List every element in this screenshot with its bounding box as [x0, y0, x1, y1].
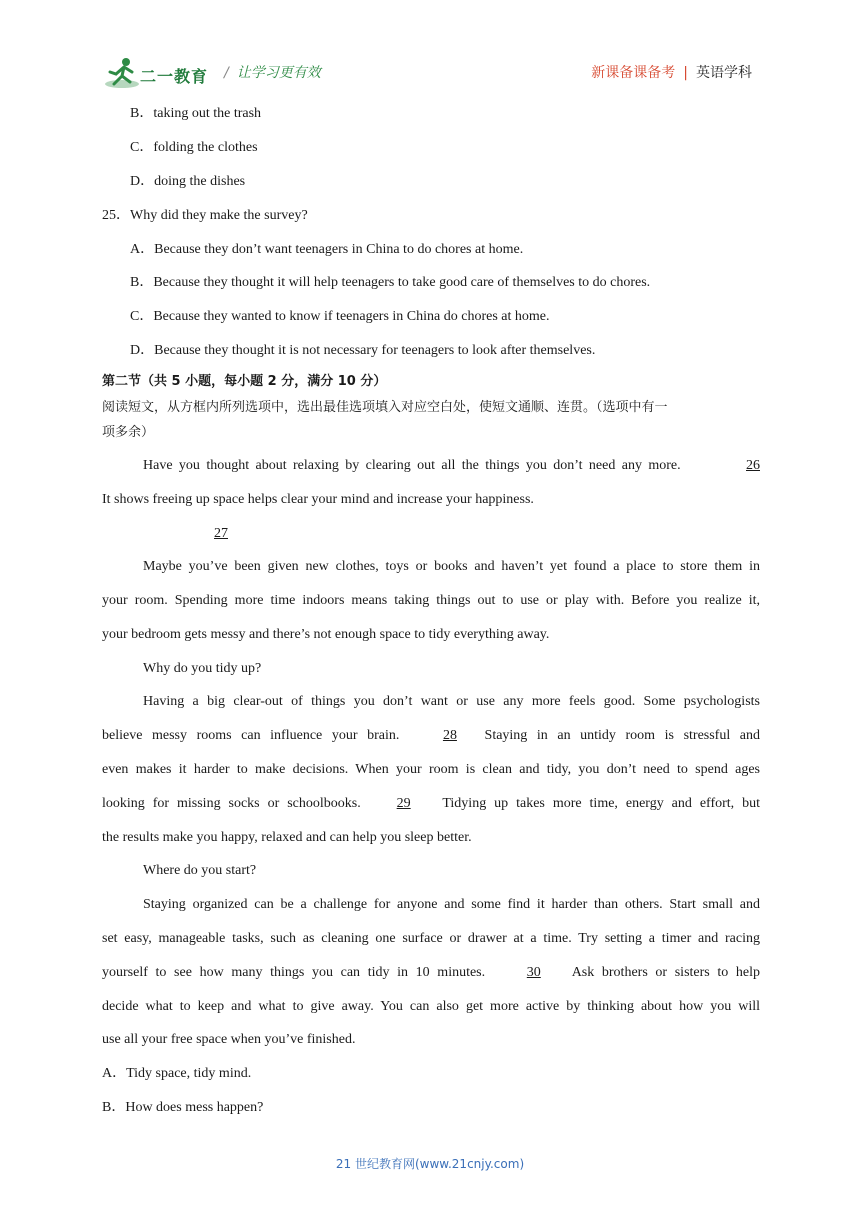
passage-text: Tidying up takes more time, energy and effort, but: [442, 796, 760, 811]
passage-line: Having a big clear-out of things you don’t want or use any more feels good. Some psychologists: [143, 694, 760, 709]
passage-line: set easy, manageable tasks, such as cleaning one surface or drawer at a time. Try setting a timer and racing: [102, 931, 760, 946]
blank-27-line: [102, 524, 760, 544]
passage-text: Ask brothers or sisters to help: [571, 965, 761, 980]
slogan: / 让学习更有效: [224, 65, 321, 81]
passage-text: believe messy rooms can influence your brain.: [102, 728, 400, 743]
blank-30: 30: [526, 965, 541, 980]
q25-option-b: B．Because they thought it will help teenagers to take good care of themselves to do chores.: [130, 275, 651, 290]
choice-a: A．Tidy space, tidy mind.: [102, 1066, 252, 1081]
q24-option-c: C．folding the clothes: [130, 140, 258, 155]
header-separator: |: [683, 65, 688, 81]
passage-line: [102, 456, 760, 476]
q25-option-c: C．Because they wanted to know if teenagers in China do chores at home.: [130, 309, 550, 324]
blank-29: 29: [396, 796, 411, 811]
passage-line: Staying organized can be a challenge for anyone and some find it harder than others. Start small and: [143, 897, 760, 912]
q25-option-a: A．Because they don’t want teenagers in China to do chores at home.: [130, 242, 524, 257]
slogan-text: 让学习更有效: [236, 65, 321, 81]
passage-text: Staying in an untidy room is stressful and: [484, 728, 761, 743]
passage-line: use all your free space when you’ve finished.: [102, 1032, 356, 1047]
passage-line: even makes it harder to make decisions. When your room is clean and tidy, you don’t need to spend ages: [102, 762, 760, 777]
passage-line: Maybe you’ve been given new clothes, toys or books and haven’t yet found a place to store them in: [143, 559, 760, 574]
passage-text: looking for missing socks or schoolbooks.: [102, 796, 361, 811]
passage-line: It shows freeing up space helps clear your mind and increase your happiness.: [102, 492, 534, 507]
q24-option-d: D．doing the dishes: [130, 174, 246, 189]
passage-line: [102, 963, 760, 983]
page-header: [0, 0, 860, 100]
logo: [104, 56, 214, 92]
q25-stem: 25．Why did they make the survey?: [102, 208, 308, 223]
passage-text: Have you thought about relaxing by clearing out all the things you don’t need any more.: [143, 458, 681, 473]
q25-option-d: D．Because they thought it is not necessary for teenagers to look after themselves.: [130, 343, 596, 358]
section-instruction: 阅读短文，从方框内所列选项中，选出最佳选项填入对应空白处，使短文通顺、连贯。（选项中有一: [102, 400, 668, 415]
blank-26: 26: [746, 458, 760, 473]
header-right: [591, 62, 752, 82]
passage-text: yourself to see how many things you can tidy in 10 minutes.: [102, 965, 486, 980]
page-footer: 21 世纪教育网(www.21cnjy.com): [335, 1157, 525, 1171]
subject-label: 英语学科: [696, 65, 752, 81]
section-instruction-cont: 项多余）: [102, 425, 155, 440]
passage-line: the results make you happy, relaxed and can help you sleep better.: [102, 830, 472, 845]
section-title: 第二节（共 5 小题，每小题 2 分，满分 10 分）: [102, 374, 387, 389]
runner-logo-icon: [104, 56, 140, 90]
passage-line: decide what to keep and what to give away. You can also get more active by thinking about how you will: [102, 999, 760, 1014]
passage-line: [102, 726, 760, 746]
logo-text: 二一教育: [140, 67, 209, 86]
subheading: Where do you start?: [143, 863, 257, 878]
passage-line: your room. Spending more time indoors means taking things out to use or play with. Before you realize it,: [102, 593, 760, 608]
blank-28: 28: [442, 728, 457, 743]
subheading: Why do you tidy up?: [143, 661, 262, 676]
choice-b: B．How does mess happen?: [102, 1100, 264, 1115]
passage-line: [102, 794, 760, 814]
q24-option-b: B．taking out the trash: [130, 106, 262, 121]
blank-27: 27: [214, 526, 228, 541]
header-tag: 新课备课备考: [591, 65, 676, 81]
passage-line: your bedroom gets messy and there’s not enough space to tidy everything away.: [102, 627, 550, 642]
